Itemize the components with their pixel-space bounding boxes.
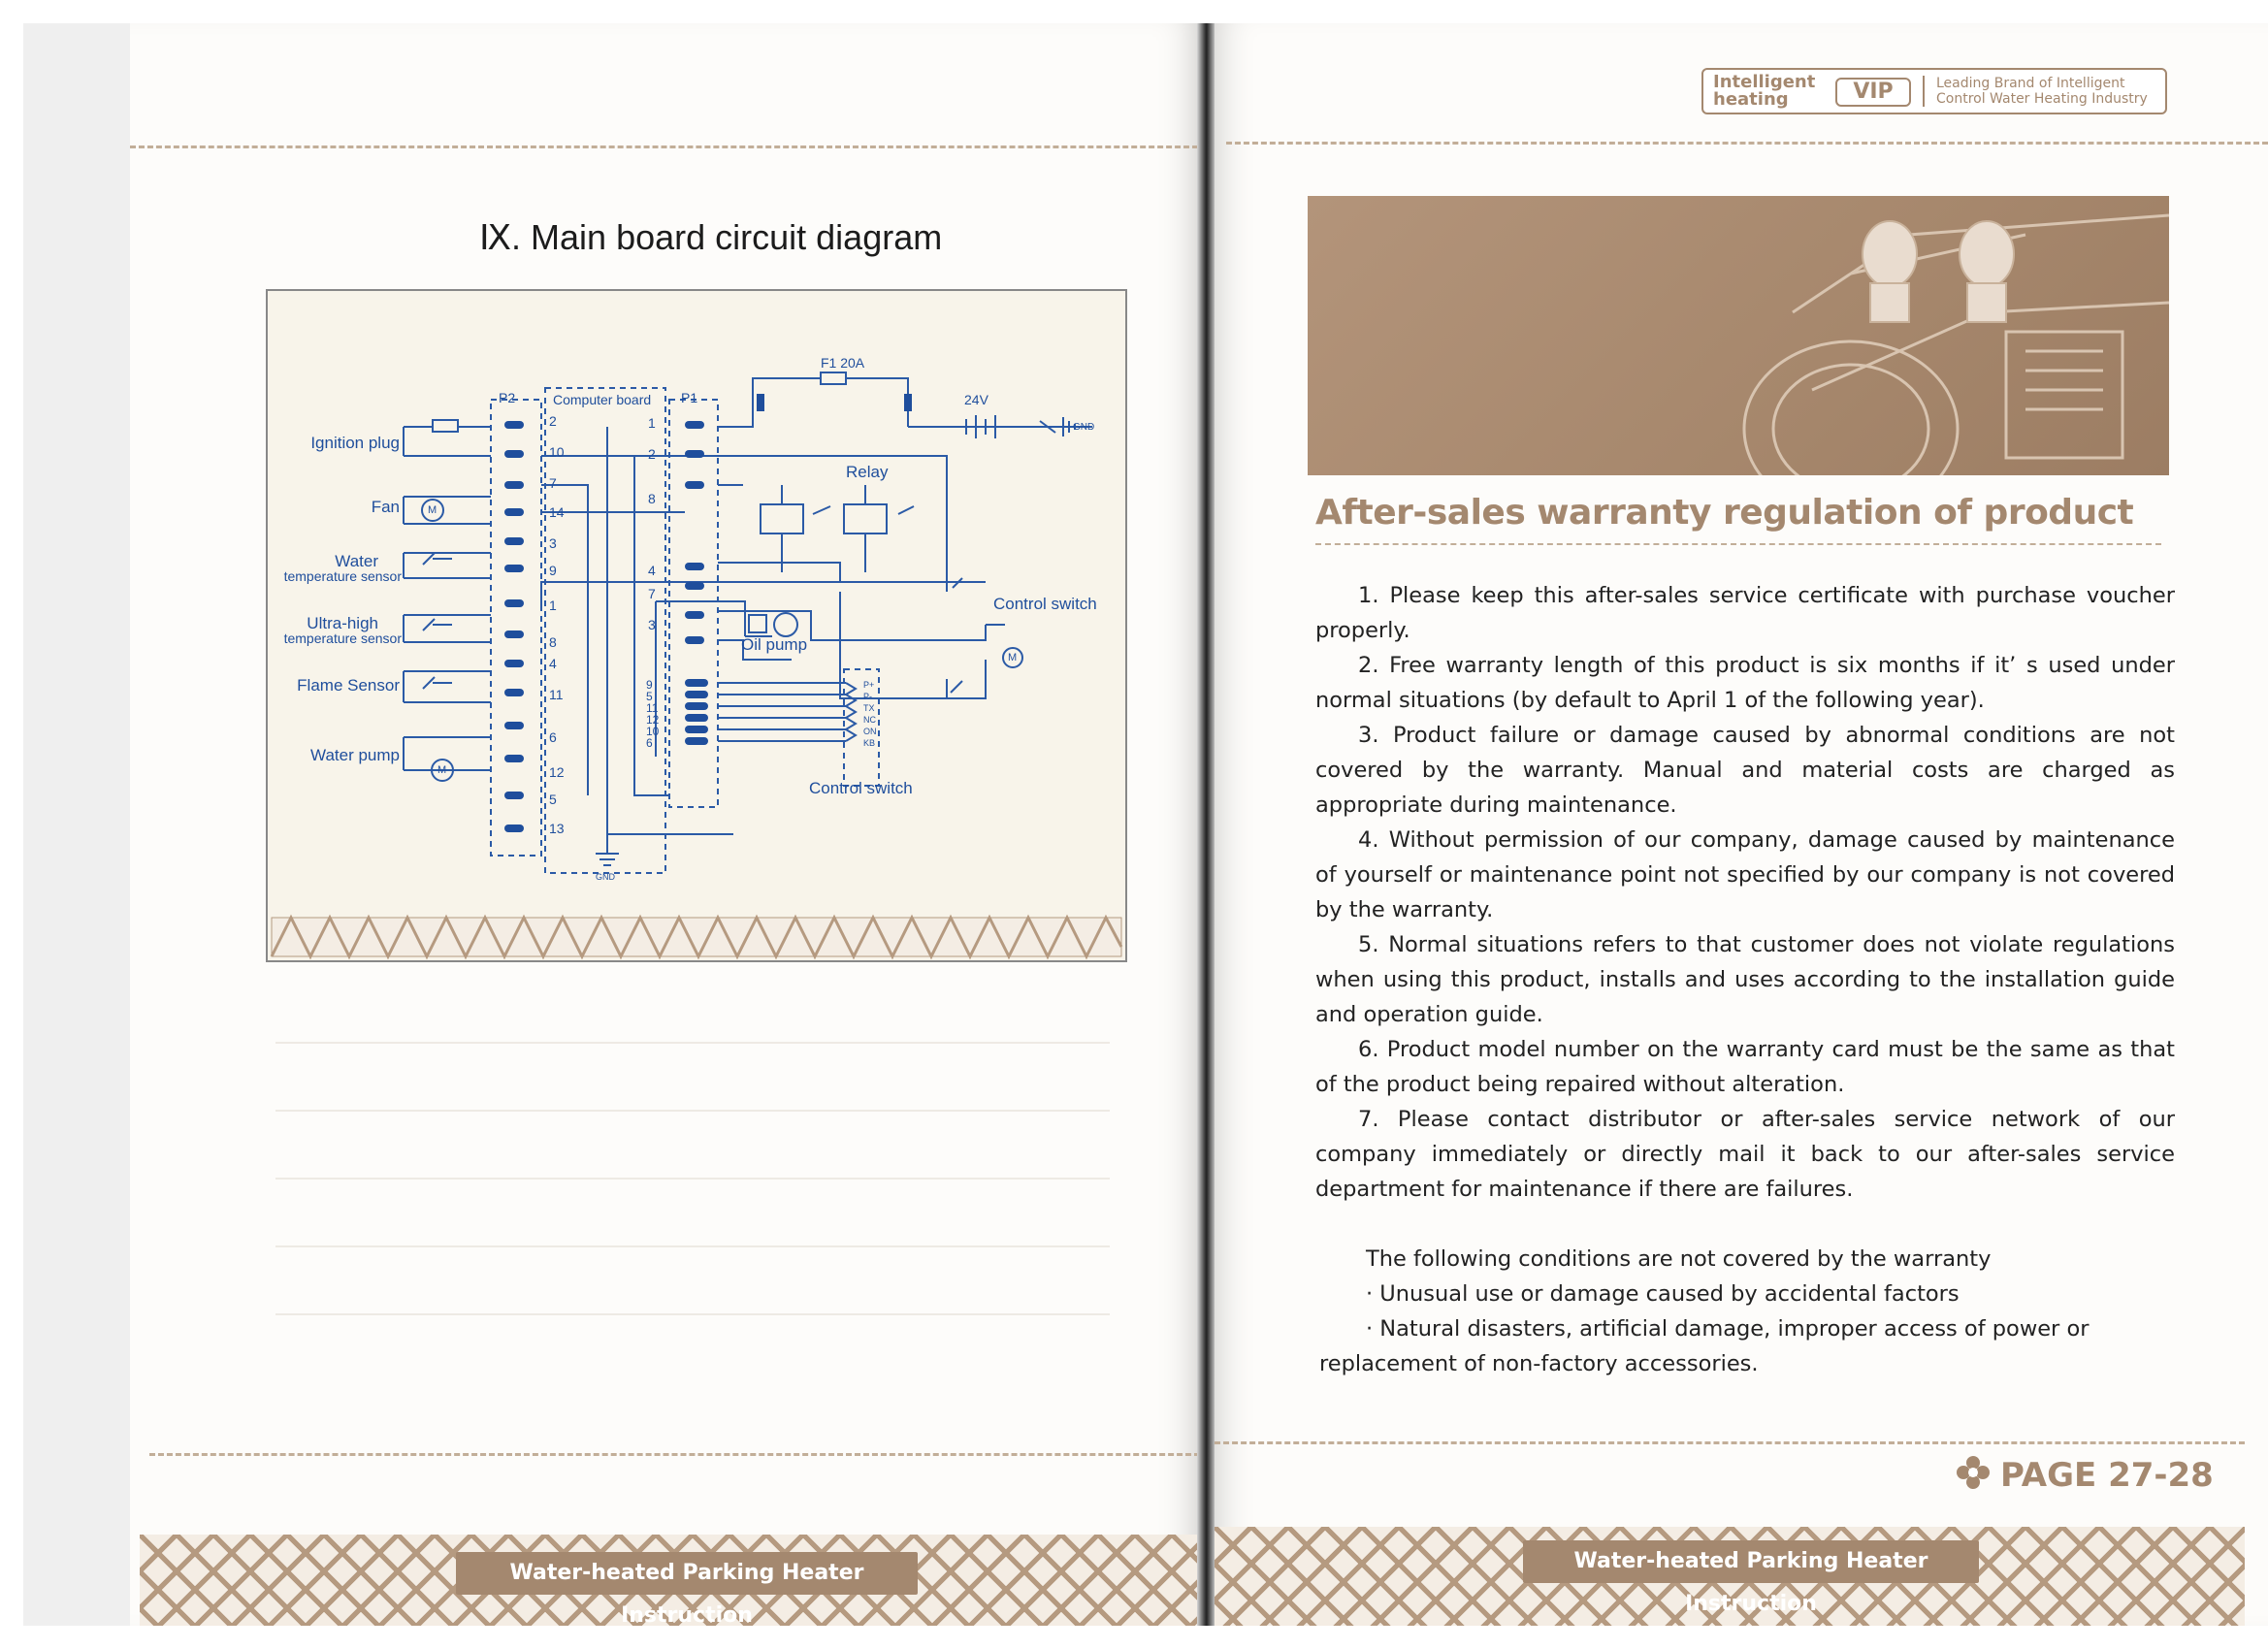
brand-line2: heating xyxy=(1713,89,1789,110)
water-pump-label: Water pump xyxy=(310,746,400,764)
vip-logo: VIP xyxy=(1835,78,1911,107)
circuit-diagram xyxy=(266,289,1127,962)
switch-terminal: NC xyxy=(863,715,876,725)
p1-pin: 3 xyxy=(648,617,656,632)
control-switch-top-label: Control switch xyxy=(993,595,1097,613)
ultra-high-label-2: temperature sensor xyxy=(283,630,402,646)
p1-pin: 7 xyxy=(648,586,656,601)
water-temp-label-1: Water xyxy=(335,552,378,570)
p1-lower-pin: 5 xyxy=(646,690,653,703)
p1-pin: 2 xyxy=(648,446,656,462)
relay-label: Relay xyxy=(846,463,889,481)
top-divider xyxy=(1226,142,2268,145)
control-switch-bottom-label: Control switch xyxy=(809,779,913,797)
bleed-through xyxy=(275,1178,1110,1180)
p2-label: P2 xyxy=(499,390,516,405)
brand-tagline2: Control Water Heating Industry xyxy=(1936,91,2148,107)
term-item: 2. Free warranty length of this product is six months if it’ s used under normal situations (by default to April 1 of the following year). xyxy=(1315,653,2175,713)
bleed-through xyxy=(275,1313,1110,1315)
p2-pin: 11 xyxy=(549,687,564,702)
p2-pin: 14 xyxy=(549,504,565,520)
term-item: 6. Product model number on the warranty card must be the same as that of the product being repaired without alteration. xyxy=(1315,1037,2175,1097)
p2-pin: 6 xyxy=(549,729,557,745)
pump-motor-symbol: M xyxy=(437,764,447,776)
footer-label: Water-heated Parking Heater Instruction xyxy=(1523,1540,1979,1583)
bottom-divider xyxy=(1215,1441,2245,1444)
brand-line1: Intelligent xyxy=(1713,72,1816,92)
switch-terminal: ON xyxy=(863,727,877,736)
board-label: Computer board xyxy=(553,392,652,407)
flame-sensor-label: Flame Sensor xyxy=(297,676,400,695)
brand-badge xyxy=(1701,68,2167,114)
term-item: 1. Please keep this after-sales service certificate with purchase voucher properly. xyxy=(1315,583,2175,643)
exclusions-title: The following conditions are not covered by the warranty xyxy=(1366,1246,1992,1272)
brand-separator xyxy=(1923,76,1925,107)
term-item: 3. Product failure or damage caused by abnormal conditions are not covered by the warranty. Manual and material costs are charged as appropriate during maintenance. xyxy=(1315,723,2175,818)
exclusion-item: · Natural disasters, artificial damage, improper access of power or replacement of non-factory accessories. xyxy=(1319,1316,2090,1376)
p2-pin: 3 xyxy=(549,535,557,551)
page-edge-shadow xyxy=(23,23,130,1626)
warranty-title: After-sales warranty regulation of product xyxy=(1315,493,2134,533)
p1-lower-pin: 10 xyxy=(646,725,660,738)
ultra-high-label-1: Ultra-high xyxy=(307,614,378,632)
page-number-text: PAGE 27-28 xyxy=(2000,1456,2214,1495)
left-page xyxy=(23,23,1209,1626)
heater-illustration xyxy=(1308,196,2169,475)
voltage-label: 24V xyxy=(964,392,988,407)
p1-label: P1 xyxy=(681,390,698,405)
p2-pin: 12 xyxy=(549,764,565,780)
switch-terminal: TX xyxy=(863,703,875,713)
title-underline xyxy=(1315,543,2161,545)
p2-pin: 2 xyxy=(549,413,557,429)
fuse-label: F1 20A xyxy=(821,355,865,371)
fan-motor-symbol: M xyxy=(428,504,437,516)
p1-lower-pin: 11 xyxy=(646,701,659,715)
p1-pin: 4 xyxy=(648,563,656,578)
book-spine xyxy=(1197,23,1215,1626)
bleed-through xyxy=(275,1245,1110,1247)
switch-terminal: P- xyxy=(863,692,872,701)
p1-lower-pin: 6 xyxy=(646,736,653,750)
bottom-divider xyxy=(149,1453,1209,1456)
term-item: 5. Normal situations refers to that customer does not violate regulations when using this product, installs and uses according to the installation guide and operation guide. xyxy=(1315,932,2175,1027)
p2-pin: 5 xyxy=(549,792,557,807)
page-number xyxy=(1956,1455,2214,1495)
p2-pin: 8 xyxy=(549,634,557,650)
water-temp-label-2: temperature sensor xyxy=(283,568,402,584)
p2-pin: 10 xyxy=(549,444,565,460)
brand-tagline1: Leading Brand of Intelligent xyxy=(1936,76,2125,91)
board-gnd-label: GND xyxy=(596,872,615,882)
switch-terminal: KB xyxy=(863,738,876,748)
exclusion-item: · Unusual use or damage caused by accidental factors xyxy=(1366,1281,1960,1307)
oil-pump-label: Oil pump xyxy=(741,635,808,654)
ignition-plug-label: Ignition plug xyxy=(310,434,400,452)
p2-pin: 1 xyxy=(549,598,557,613)
p2-pin: 13 xyxy=(549,821,565,836)
top-divider xyxy=(130,146,1207,148)
heater-product-photo xyxy=(1308,196,2169,475)
gnd-label: GND xyxy=(1073,422,1095,433)
diagram-title: Ⅸ. Main board circuit diagram xyxy=(479,217,943,257)
warranty-terms xyxy=(1315,578,2175,1207)
term-item: 4. Without permission of our company, damage caused by maintenance of yourself or maintenance point not specified by our company is not covered by the warranty. xyxy=(1315,827,2175,922)
fan-label: Fan xyxy=(371,498,400,516)
bleed-through xyxy=(275,1042,1110,1044)
warranty-exclusions xyxy=(1319,1242,2175,1381)
term-item: 7. Please contact distributor or after-sales service network of our company immediately or directly mail it back to our after-sales service department for maintenance if there are failures. xyxy=(1315,1107,2175,1202)
p1-lower-pin: 9 xyxy=(646,678,653,692)
footer-label: Water-heated Parking Heater Instruction xyxy=(456,1552,918,1595)
p2-pin: 9 xyxy=(549,563,557,578)
switch-terminal: P+ xyxy=(863,680,875,690)
p2-pin: 7 xyxy=(549,475,557,491)
flower-icon xyxy=(1956,1455,1991,1490)
switch-motor-symbol: M xyxy=(1008,652,1018,663)
p2-pin: 4 xyxy=(549,656,557,671)
p1-lower-pin: 12 xyxy=(646,713,660,727)
bleed-through xyxy=(275,1110,1110,1112)
p1-pin: 1 xyxy=(648,415,656,431)
p1-pin: 8 xyxy=(648,491,656,506)
